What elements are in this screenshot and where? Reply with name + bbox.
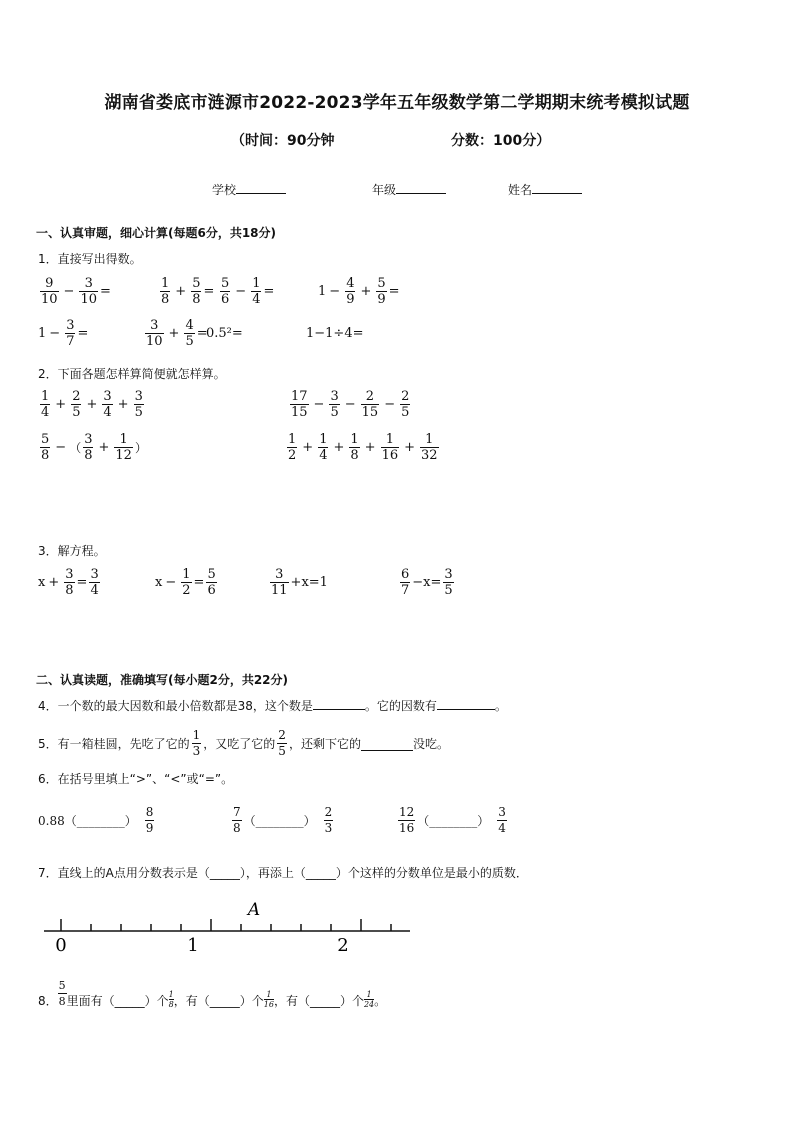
grade-field[interactable]: 年级 [372,181,446,198]
q6-blank-1[interactable]: （________） [64,814,137,828]
q1-item-5: 1 − $\frac{3}{7}$ = [38,318,89,349]
question-4: 4．一个数的最大因数和最小倍数都是38，这个数是 。它的因数有 。 [38,699,507,713]
number-line-ticks [61,919,391,931]
q6-compare-1: 0.88 （________） 8 9 [38,805,154,835]
q6-blank-3[interactable]: （________） [417,814,490,828]
section-1-heading: 一、认真审题，细心计算(每题6分，共18分) [36,226,277,240]
q4-answer-blank-1[interactable] [313,709,365,710]
q3-equation-1: x + $\frac{3}{8}$ = $\frac{3}{4}$ [38,567,99,598]
q2-item-4: 1 2 + $\frac{1}{4}$ + $\frac{1}{8}$ + $\frac{1}{16}$ + $\frac{1}{32}$ [288,432,438,463]
number-line-label-2: 2 [337,935,349,956]
q1-item-8: 1−1÷4= [306,326,364,341]
page-title: 湖南省娄底市涟源市2022-2023学年五年级数学第二学期期末统考模拟试题 [104,93,690,113]
q3-equation-4: 6 7 −x= $\frac{3}{5}$ [401,567,453,598]
q2-item-1: 1 4 + $\frac{2}{5}$ + $\frac{3}{4}$ + $\frac{3}{5}$ [41,389,143,420]
question-1: 1．直接写出得数。 [38,252,142,266]
q3-equation-3: 3 11 +x=1 [271,567,328,598]
q1-item-3: 5 6 − $\frac{1}{4}$ = [221,276,275,307]
q6-compare-3: 12 16 （________） 3 4 [399,805,506,835]
number-line-label-0: 0 [55,935,67,956]
score-label: 分数：100分） [451,133,551,149]
name-field[interactable]: 姓名 [508,181,582,198]
question-5: 5．有一箱桂圆，先吃了它的 1 3 ，又吃了它的 2 5 ，还剩下它的 没吃。 [38,728,449,758]
question-2: 2．下面各题怎样算简便就怎样算。 [38,367,226,381]
q2-item-3: 5 8 − （ 3 8 + $\frac{1}{12}$ ） [41,432,147,463]
q1-item-7: 0.5²= [206,326,243,341]
number-line-label-1: 1 [187,935,199,956]
q4-answer-blank-2[interactable] [437,709,495,710]
school-field[interactable]: 学校 [212,181,286,198]
q3-equation-2: x − $\frac{1}{2}$ = $\frac{5}{6}$ [155,567,216,598]
question-6: 6．在括号里填上“>”、“<”或“=”。 [38,772,234,786]
q6-compare-2: 7 8 （________） 2 3 [233,805,333,835]
q6-blank-2[interactable]: （________） [243,814,316,828]
q1-item-2: 1 8 + $\frac{5}{8}$ = [161,276,215,307]
time-label: （时间：90分钟 [231,133,335,149]
q1-item-4: 1 − $\frac{4}{9}$ + $\frac{5}{9}$ = [318,276,400,307]
q1-item-1: 9 10 − $\frac{3}{10}$ = [41,276,111,307]
q5-answer-blank[interactable] [361,736,413,751]
point-a-label: A [247,900,261,920]
question-3: 3．解方程。 [38,544,106,558]
question-8: 8． 5 8 里面有（_____）个 1 8 ，有（_____）个 1 16 ，有（_____）个 1 24 。 [38,979,387,1009]
q2-item-2: 17 15 − $\frac{3}{5}$ − $\frac{2}{15}$ − $\frac{2}{5}$ [291,389,410,420]
section-2-heading: 二、认真读题，准确填写(每小题2分，共22分) [36,673,289,687]
number-line [40,895,420,957]
q1-item-6: 3 10 + $\frac{4}{5}$ = [146,318,208,349]
question-7: 7．直线上的A点用分数表示是（_____），再添上（_____）个这样的分数单位是最小的质数． [38,866,528,880]
